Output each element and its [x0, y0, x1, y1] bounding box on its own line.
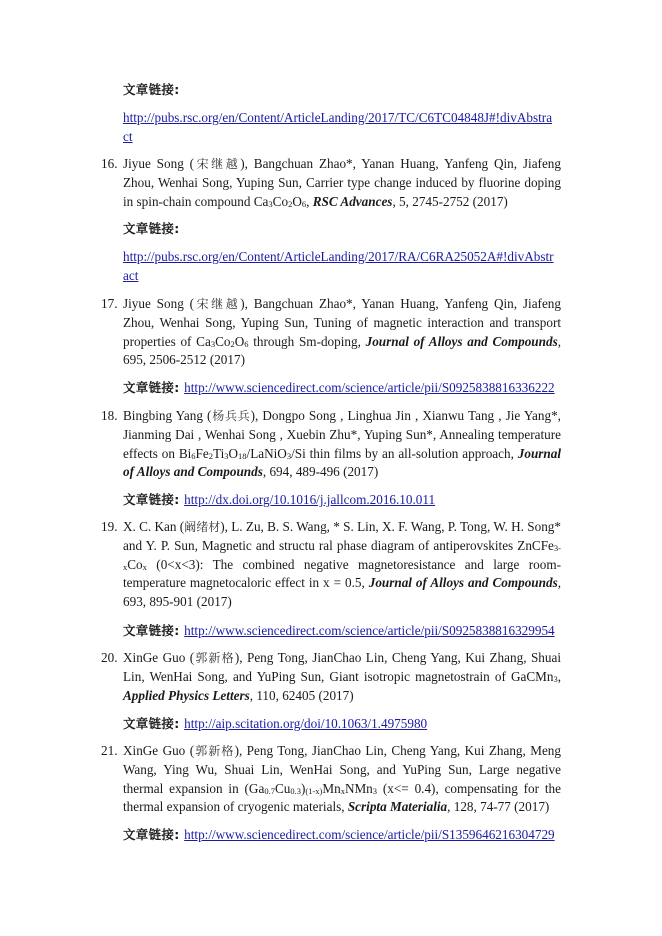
article-link-url[interactable]: http://pubs.rsc.org/en/Content/ArticleLanding/2017/TC/C6TC04848J#!divAbstra ct — [123, 110, 553, 144]
chemical-formula: $(Ga_{0.7}Cu_{0.3})_{(1-x)}Mn_xNMn_3$ — [244, 780, 378, 796]
journal-name: RSC Advances — [312, 193, 393, 209]
article-link-url-block — [123, 109, 561, 147]
reference-number: 17. — [101, 296, 118, 311]
reference-number: 16. — [101, 156, 118, 171]
reference-text: X. C. Kan (阚绪材), L. Zu, B. S. Wang, * S. Lin, X. F. Wang, P. Tong, W. H. Song* and Y. P. Sun, Magnetic and structu ral phase diagram of antiperovskites $ZnCFe_{3-x}Co_x$ (0<x<3): The combined negative magnetoresistance and large room-temperature magnetocaloric effect in x = 0.5, Journal of Alloys and Compounds, 693, 895-901 (2017) — [123, 519, 561, 610]
journal-name: Journal of Alloys and Compounds — [368, 575, 558, 591]
reference-number: 21. — [101, 743, 118, 758]
reference-entry-21 — [101, 742, 561, 817]
reference-entry-16 — [101, 155, 561, 211]
article-link-block: 文章链接: http://www.sciencedirect.com/science/article/pii/S1359646216304729 — [123, 827, 555, 842]
article-link-label: 文章链接 — [123, 716, 175, 731]
article-link-label: 文章链接 — [123, 221, 175, 236]
article-link-label: 文章链接 — [123, 492, 175, 507]
journal-name: Applied Physics Letters — [123, 687, 250, 703]
article-link-url[interactable]: http://www.sciencedirect.com/science/article/pii/S0925838816336222 — [184, 380, 555, 395]
article-link-url[interactable]: http://aip.scitation.org/doi/10.1063/1.4975980 — [184, 716, 428, 731]
article-link-block: 文章链接: http://www.sciencedirect.com/science/article/pii/S0925838816336222 — [123, 380, 555, 395]
chemical-formula: GaCMn$_3$ — [510, 668, 558, 684]
chemical-formula: $Ca_3Co_2O_6$ — [196, 333, 249, 349]
journal-name: Scripta Materialia — [347, 799, 448, 815]
article-link-label: 文章链接 — [123, 82, 175, 97]
journal-name: Journal of Alloys and Compounds — [123, 445, 561, 480]
reference-entry-17 — [101, 295, 561, 370]
article-link-block: 文章链接: — [123, 221, 180, 236]
article-link-block: 文章链接: — [123, 82, 180, 97]
chemical-formula: $Ca_3Co_2O_6$ — [253, 193, 307, 209]
chemical-formula: $Bi_6Fe_2Ti_3O_{18}/LaNiO_3/Si$ — [178, 445, 306, 461]
reference-entry-20 — [101, 649, 561, 705]
article-link-block: 文章链接: http://www.sciencedirect.com/science/article/pii/S0925838816329954 — [123, 623, 555, 638]
reference-text: Jiyue Song (宋继越), Bangchuan Zhao*, Yanan Huang, Yanfeng Qin, Jiafeng Zhou, Wenhai Song, Yuping Sun, Tuning of magnetic interaction and transport properties of $Ca_3Co_2O_6$ through Sm-doping, Journal of Alloys and Compounds, 695, 2506-2512 (2017) — [123, 296, 561, 368]
article-link-label: 文章链接 — [123, 827, 175, 842]
reference-entry-18 — [101, 407, 561, 482]
reference-text: Bingbing Yang (杨兵兵), Dongpo Song , Linghua Jin , Xianwu Tang , Jie Yang*, Jianming Dai , Wenhai Song , Xuebin Zhu*, Yuping Sun*, Annealing temperature effects on $Bi_6Fe_2Ti_3O_{18}/LaNiO_3/Si$ thin films by an all-solution approach, Journal of Alloys and Compounds, 694, 489-496 (2017) — [123, 408, 561, 480]
article-link-block: 文章链接: http://aip.scitation.org/doi/10.1063/1.4975980 — [123, 716, 428, 731]
journal-name: Journal of Alloys and Compounds — [365, 333, 558, 349]
article-link-url[interactable]: http://dx.doi.org/10.1016/j.jallcom.2016.10.011 — [184, 492, 436, 507]
reference-number: 18. — [101, 408, 118, 423]
reference-number: 19. — [101, 519, 118, 534]
article-link-url[interactable]: http://www.sciencedirect.com/science/article/pii/S0925838816329954 — [184, 623, 555, 638]
reference-number: 20. — [101, 650, 118, 665]
article-link-url[interactable]: http://www.sciencedirect.com/science/article/pii/S1359646216304729 — [184, 827, 555, 842]
chemical-formula: $ZnCFe_{3-x}Co_x$ — [123, 537, 561, 572]
article-link-label: 文章链接 — [123, 380, 175, 395]
reference-text: XinGe Guo (郭新格), Peng Tong, JianChao Lin, Cheng Yang, Kui Zhang, Shuai Lin, WenHai Song, and YuPing Sun, Giant isotropic magnetostrain of GaCMn$_3$, Applied Physics Letters, 110, 62405 (2017) — [123, 650, 561, 703]
reference-entry-19 — [101, 518, 561, 612]
reference-text: XinGe Guo (郭新格), Peng Tong, JianChao Lin, Cheng Yang, Kui Zhang, Meng Wang, Ying Wu, Shuai Lin, WenHai Song, and YuPing Sun, Large negative thermal expansion in $(Ga_{0.7}Cu_{0.3})_{(1-x)}Mn_xNMn_3$ (x<= 0.4), compensating for the thermal expansion of cryogenic materials, Scripta Materialia, 128, 74-77 (2017) — [123, 743, 561, 815]
article-link-url-block — [123, 248, 561, 286]
reference-text: Jiyue Song (宋继越), Bangchuan Zhao*, Yanan Huang, Yanfeng Qin, Jiafeng Zhou, Wenhai Song, Yuping Sun, Carrier type change induced by fluorine doping in spin-chain compound $Ca_3Co_2O_6$, RSC Advances, 5, 2745-2752 (2017) — [123, 156, 561, 209]
article-link-label: 文章链接 — [123, 623, 175, 638]
article-link-url[interactable]: http://pubs.rsc.org/en/Content/ArticleLanding/2017/RA/C6RA25052A#!divAbstr act — [123, 249, 554, 283]
article-link-block: 文章链接: http://dx.doi.org/10.1016/j.jallcom.2016.10.011 — [123, 492, 436, 507]
